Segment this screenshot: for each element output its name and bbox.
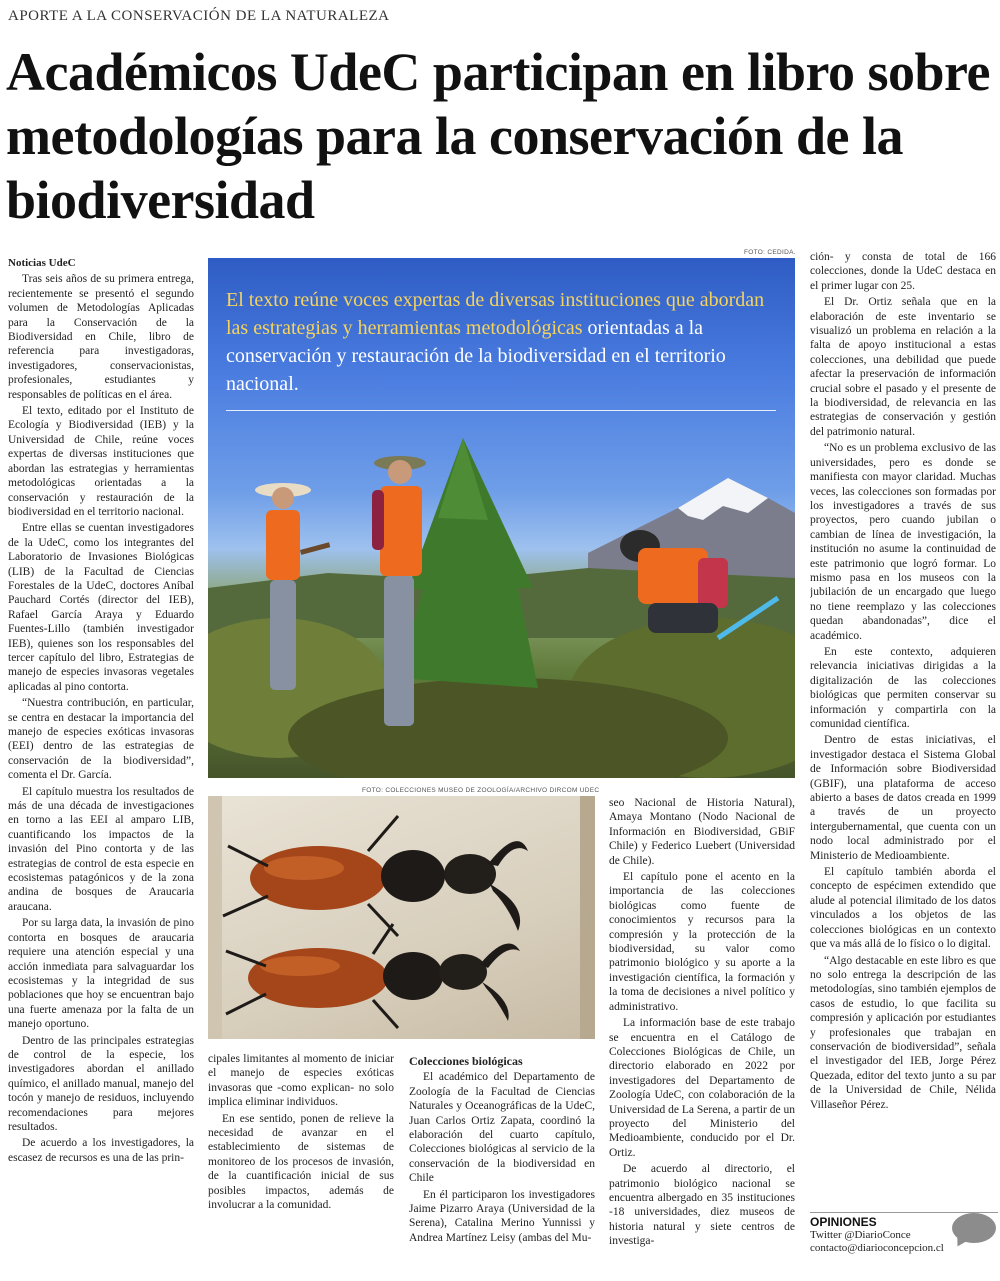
- column-4: [609, 796, 795, 1276]
- paragraph: El capítulo pone el acento en la importancia de las colecciones biológicas como fuente de conocimientos y recursos para la compresión y la protección de la biodiversidad, su valor como patrimonio biológico y su aporte a la investigación científica, la formación y la toma de decisiones a nivel político y administrativo.: [609, 871, 795, 1013]
- column-3: [409, 1054, 595, 1279]
- paragraph: En este contexto, adquieren relevancia iniciativas dirigidas a la digitalización de las colecciones biológicas que permiten conservar su información y compartirla con la comunidad científica.: [810, 645, 996, 730]
- paragraph: “Algo destacable en este libro es que no solo entrega la descripción de las metodologías, sino también ejemplos de casos de estudio, lo que facilita su compresión y aplicación por estudiantes y profesionales que trabajan en conservación de biodiversidad”, señala el investigador del IEB, Jorge Pérez Quezada, editor del texto junto a su par de la Universidad de Chile, Nélida Villaseñor Pérez.: [810, 954, 996, 1111]
- paragraph: “No es un problema exclusivo de las universidades, pero es donde se manifiesta con mayor claridad. Muchas veces, las colecciones son formadas por los investigadores a través de sus proyectos, pero cuando jubilan o cambian de línea de investigación, la institución no asume la continuidad de este patrimonio que logró formar. Lo mismo pasa en los museos con la jubilación de un encargado que luego no tiene reemplazo y las colecciones quedan abandonadas”, dice el académico.: [810, 442, 996, 642]
- paragraph: El capítulo muestra los resultados de más de una década de investigaciones en torno a las EEI al amparo LIB, cuantificando los impactos de la invasión del Pino contorta y de las estrategias de control de esta especie en ecosistemas patagónicos y de la zona andina de bosques de Araucaria araucana.: [8, 785, 194, 913]
- paragraph: Dentro de las principales estrategias de control de la especie, los investigadores abordan el anillado químico, el anillado manual, manejo del tocón y manejo de residuos, incluyendo recomendaciones para mejores resultados.: [8, 1034, 194, 1133]
- paragraph: En él participaron los investigadores Jaime Pizarro Araya (Universidad de la Serena), Catalina Merino Yunnissi y Andrea Martínez Leisy (ambas del Mu-: [409, 1188, 595, 1244]
- paragraph: “Nuestra contribución, en particular, se centra en destacar la importancia del manejo de especies exóticas invasoras (EEI) dentro de las estrategias de conservación de la biodiversidad”, comenta el Dr. García.: [8, 697, 194, 782]
- paragraph: De acuerdo a los investigadores, la escasez de recursos es una de las prin-: [8, 1137, 194, 1164]
- pull-quote-rule: [226, 410, 776, 411]
- headline-regular: para la conservación de la biodiversidad: [6, 106, 903, 230]
- paragraph: Por su larga data, la invasión de pino contorta en bosques de araucaria requiere una atención especial y una acción inmediata para salvaguardar los ecosistemas y la integridad de sus poblaciones que hoy se encuentran bajo una fuerte amenaza por la falta de un manejo oportuno.: [8, 917, 194, 1031]
- subhead: Colecciones biológicas: [409, 1054, 523, 1068]
- paragraph: Entre ellas se cuentan investigadores de la UdeC, como los integrantes del Laboratorio de Invasiones Biológicas (LIB) de la Facultad de Ciencias Forestales de la UdeC, doctores Aníbal Pauchard Cortés (director del IEB), Rafael García Araya y Eduardo Fuentes-Lillo (también investigador IEB), quienes son los responsables del tercer capítulo del libro, Estrategias de manejo de especies invasoras vegetales aplicadas al pino contorta.: [8, 522, 194, 693]
- beetle-photo: [208, 796, 595, 1039]
- paragraph: El Dr. Ortiz señala que en la elaboración de este inventario se visualizó un problema en relación a la falta de apoyo institucional a estas colecciones, una debilidad que puede afectar la preservación de información crucial sobre el pasado y el presente de la biodiversidad, de relevancia en las estrategias de conservación y gestión del patrimonio natural.: [810, 296, 996, 438]
- photo-credit-main: FOTO: CEDIDA.: [744, 249, 796, 256]
- photo-credit-beetle: FOTO: COLECCIONES MUSEO DE ZOOLOGÍA/ARCHIVO DIRCOM UDEC: [362, 787, 600, 794]
- main-photo: [208, 258, 795, 778]
- pull-quote-highlight: El texto reúne voces expertas de diversas instituciones que abordan las estrategias y herramientas metodológicas: [226, 289, 765, 339]
- paragraph: De acuerdo al directorio, el patrimonio biológico nacional se encuentra albergado en 35 instituciones -18 universidades, diez museos de historia natural y siete centros de investiga-: [609, 1163, 795, 1248]
- paragraph: El capítulo también aborda el concepto de espécimen extendido que alude al potencial ilimitado de los datos vinculados a los objetos de las colecciones biológicas en un contexto que va más allá de lo físico o lo digital.: [810, 866, 996, 951]
- paragraph: Dentro de estas iniciativas, el investigador destaca el Sistema Global de Información sobre Biodiversidad (GBIF), una plataforma de acceso abierto a bases de datos creada en 1999 a través de un proyecto intergubernamental, que cuenta con un nodo local administrado por el Ministerio de Medioambiente.: [810, 734, 996, 862]
- pull-quote-rest: orientadas a la conservación y restauración de la biodiversidad en el territorio nacional.: [226, 317, 726, 395]
- opinions-email[interactable]: contacto@diarioconcepcion.cl: [810, 1242, 944, 1254]
- pull-quote: [226, 286, 776, 398]
- paragraph: El académico del Departamento de Zoología de la Facultad de Ciencias Naturales y Oceanográficas de la UdeC, Juan Carlos Ortiz Zapata, coordinó la elaboración del cuarto capítulo, Colecciones biológicas al servicio de la conservación de la biodiversidad en Chile: [409, 1071, 595, 1185]
- opinions-box: [810, 1212, 998, 1268]
- paragraph: ción- y consta de total de 166 colecciones, donde la UdeC destaca en el primer lugar con 25.: [810, 251, 996, 292]
- paragraph: La información base de este trabajo se encuentra en el Catálogo de Colecciones Biológicas de Chile, un directorio elaborado en 2022 por investigadores del Departamento de Zoología UdeC, con colaboración de la Universidad de La Serena, a partir de un proyecto del Ministerio del Medioambiente, conducido por el Dr. Ortiz.: [609, 1017, 795, 1159]
- column-2: [208, 1052, 394, 1277]
- paragraph: Tras seis años de su primera entrega, recientemente se presentó el segundo volumen de Metodologías Aplicadas para la Conservación de la Biodiversidad en Chile, libro de referencia para investigadoras, investigadores, conservacionistas, profesionales, estudiantes y responsables de políticas en el área.: [8, 273, 194, 401]
- column-1: [8, 256, 194, 1276]
- column-5: [810, 250, 996, 1205]
- kicker: APORTE A LA CONSERVACIÓN DE LA NATURALEZA: [8, 8, 390, 24]
- byline: Noticias UdeC: [8, 257, 76, 269]
- paragraph: seo Nacional de Historia Natural), Amaya Montano (Nodo Nacional de Información en Biodiversidad, GBiF Chile) y Federico Luebert (Universidad de Chile).: [609, 797, 795, 867]
- headline: [6, 40, 996, 232]
- paragraph: cipales limitantes al momento de iniciar el manejo de especies exóticas invasoras que -como explican- no solo implica eliminar individuos.: [208, 1053, 394, 1109]
- opinions-title: OPINIONES: [810, 1215, 877, 1229]
- paragraph: El texto, editado por el Instituto de Ecología y Biodiversidad (IEB) y la Universidad de Chile, reúne voces expertas de diversas instituciones que abordan las estrategias y herramientas metodológicas orientadas a la conservación y restauración de la biodiversidad en el territorio nacional.: [8, 405, 194, 518]
- paragraph: En ese sentido, ponen de relieve la necesidad de avanzar en el establecimiento de sistemas de monitoreo de los procesos de invasión, de la cuantificación inicial de sus posibles impactos, además de involucrar a la comunidad.: [208, 1112, 394, 1212]
- headline-bold: Académicos UdeC participan en libro sobre metodologías: [6, 42, 990, 166]
- opinions-twitter[interactable]: Twitter @DiarioConce: [810, 1229, 911, 1241]
- beetle-specimens-illustration: [208, 796, 595, 1039]
